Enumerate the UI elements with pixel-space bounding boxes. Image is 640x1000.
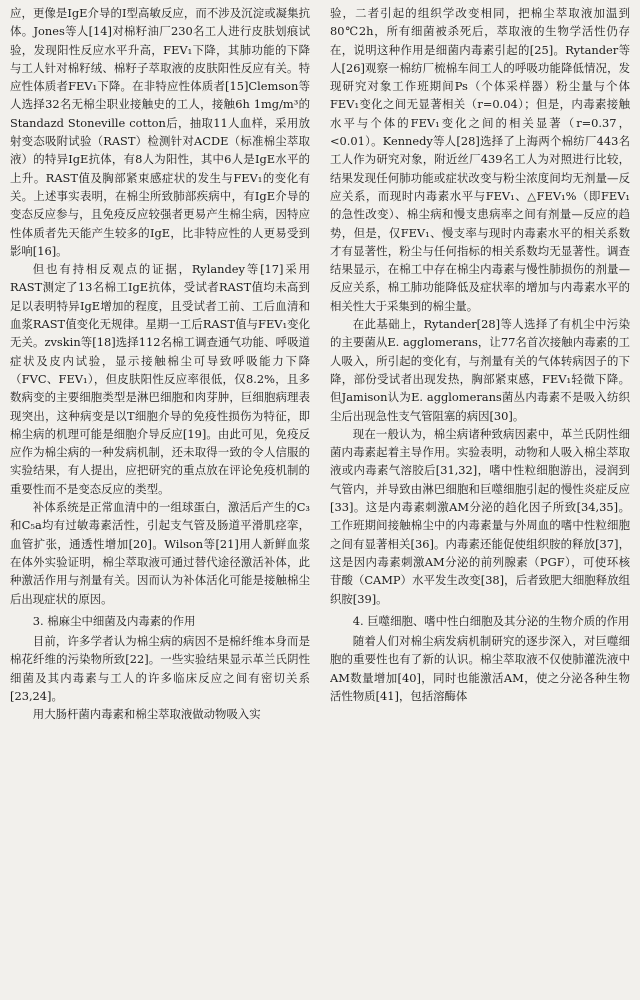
paragraph: 现在一般认为，棉尘病诸种致病因素中，革兰氏阴性细菌内毒素起着主导作用。实验表明，动物和人吸入棉尘萃取液或内毒素气溶胶后[31,32]，嗜中性粒细胞游出，浸润到气管内，并导致由淋巴细胞和巨噬细胞引起的慢性炎症反应[33]。这是内毒素刺激AM分泌的趋化因子所致[34,35]。工作班期间接触棉尘中的内毒素量与外周血的嗜中性粒细胞之间有显著相关[36]。内毒素还能促使组织胺的释放[37]，这是因内毒素刺激AM分泌的前列腺素（PGF），可使环核苷酸（CAMP）水平发生改变[38]，后者致肥大细胞释放组织胺[39]。 (330, 426, 630, 606)
section-heading: 4. 巨噬细胞、嗜中性白细胞及其分泌的生物介质的作用 (352, 613, 630, 628)
section-heading: 3. 棉麻尘中细菌及内毒素的作用 (32, 613, 196, 628)
paragraph: 在此基础上，Rytander[28]等人选择了有机尘中污染的主要菌从E. agglomerans，让77名首次接触内毒素的工人吸入，所引起的变化有，与剂量有关的气体转病因子的下降，部份受试者出现发热，胸部紧束感，FEV₁轻微下降。但Jamison认为E. agglomerans菌丛内毒素不是吸入纺织尘后出现急性支气管阻塞的病因[30]。 (330, 317, 630, 423)
paragraph: 验，二者引起的组织学改变相同，把棉尘萃取液加温到80℃2h，所有细菌被杀死后，萃取液的生物学活性仍存在，说明这种作用是细菌内毒素引起的[25]。Rytander等人[26]观察一棉纺厂梳棉车间工人的呼吸功能降低情况，发现研究对象工作班期间Ps（个体采样器）粉尘量与个体FEV₁变化之间无显著相关（r=0.04）；但是，内毒素接触水平与个体的FEV₁变化之间的相关显著（r=0.37，<0.01）。Kennedy等人[28]选择了上海两个棉纺厂443名工人作为研究对象，附近丝厂439名工人为对照进行比较，结果发现任何肺功能或症状改变与粉尘浓度间均无剂量—反应关系，而现时内毒素水平与FEV₁、△FEV₁%（即FEV₁的急性改变）、棉尘病和慢支患病率之间有剂量—反应的趋势，但是，仅FEV₁、慢支率与现时内毒素水平的相关系数才有显著性，粉尘与任何指标的相关系数均无显著性。调查结果显示，在棉工中存在棉尘内毒素与慢性肺损伤的剂量—反应关系，棉工肺功能降低及症状率的增加与内毒素水平的相关性大于采集到的棉尘量。 (330, 6, 630, 313)
right-column (330, 4, 630, 1000)
paragraph: 目前，许多学者认为棉尘病的病因不是棉纤维本身而是棉花纤维的污染物所致[22]。一些实验结果显示革兰氏阴性细菌及其内毒素与工人的许多临床反应之间有密切关系[23,24]。 (10, 634, 310, 703)
two-column-body (10, 4, 632, 1000)
paragraph: 补体系统是正常血清中的一组球蛋白，激活后产生的C₃和C₅a均有过敏毒素活性，引起支气管及肠道平滑肌痉挛，血管扩张，通透性增加[20]。Wilson等[21]用人新鲜血浆在体外实验证明，棉尘萃取液可通过替代途径激活补体，此种激活作用与剂量有关。因而认为补体活化可能是接触棉尘后出现症状的原因。 (10, 500, 310, 606)
left-column (10, 4, 310, 1000)
paragraph: 但也有持相反观点的证据，Rylandey等[17]采用RAST测定了13名棉工IgE抗体，受试者RAST值均未高到足以表明特异IgE增加的程度，且受试者工前、工后血清和血浆RAST值变化无规律。星期一工后RAST值与FEV₁变化无关。zvskin等[18]选择112名棉工调查通气功能、呼吸道症状及皮内试验，显示接触棉尘可导致呼吸能力下降（FVC、FEV₁），但皮肤阳性反应率很低，仅8.2%，且多数病变的主要细胞类型是淋巴细胞和肉芽肿，巨细胞病理表现突出，这种病变是以T细胞介导的免疫性损伤为特征，即棉尘病的机理可能是细胞介导反应[19]。由此可见，免疫反应作为棉尘病的一种发病机制，还未取得一致的令人信服的实验结果，有人提出，应把研究的重点放在评论免疫机制的重要性而不是变态反应的类型。 (10, 262, 310, 496)
paragraph: 随着人们对棉尘病发病机制研究的逐步深入，对巨噬细胞的重要性也有了新的认识。棉尘萃取液不仅使肺灌洗液中AM数量增加[40]，同时也能激活AM，使之分泌各种生物活性物质[41]，包括溶酶体 (330, 634, 630, 703)
paragraph: 应，更像是IgE介导的Ⅰ型高敏反应，而不涉及沉淀或凝集抗体。Jones等人[14]对棉籽油厂230名工人进行皮肤划痕试验，发现阳性反应水平升高，FEV₁下降，其肺功能的下降与工人针对棉籽绒、棉籽子萃取液的皮肤阳性反应有关。特应性体质者FEV₁下降。在非特应性体质者[15]Clemson等人选择32名无棉尘职业接触史的工人，接触6h 1mg/m³的Standazd Stoneville cotton后，抽取11人血样，采用放射变态吸附试验（RAST）检测针对ACDE（标准棉尘萃取液）的特异IgE抗体，有8人为阳性，其中6人是IgE水平的上升。RAST值及胸部紧束感症状的发生与FEV₁的变化有关。上述事实表明，在棉尘所致肺部疾病中，有IgE介导的变态反应参与，且免疫反应较强者更易产生棉尘病，因特应性体质者先天能产生较多的IgE，比非特应性的人更易受到影响[16]。 (10, 6, 310, 258)
paragraph: 用大肠杆菌内毒素和棉尘萃取液做动物吸入实 (32, 707, 261, 722)
